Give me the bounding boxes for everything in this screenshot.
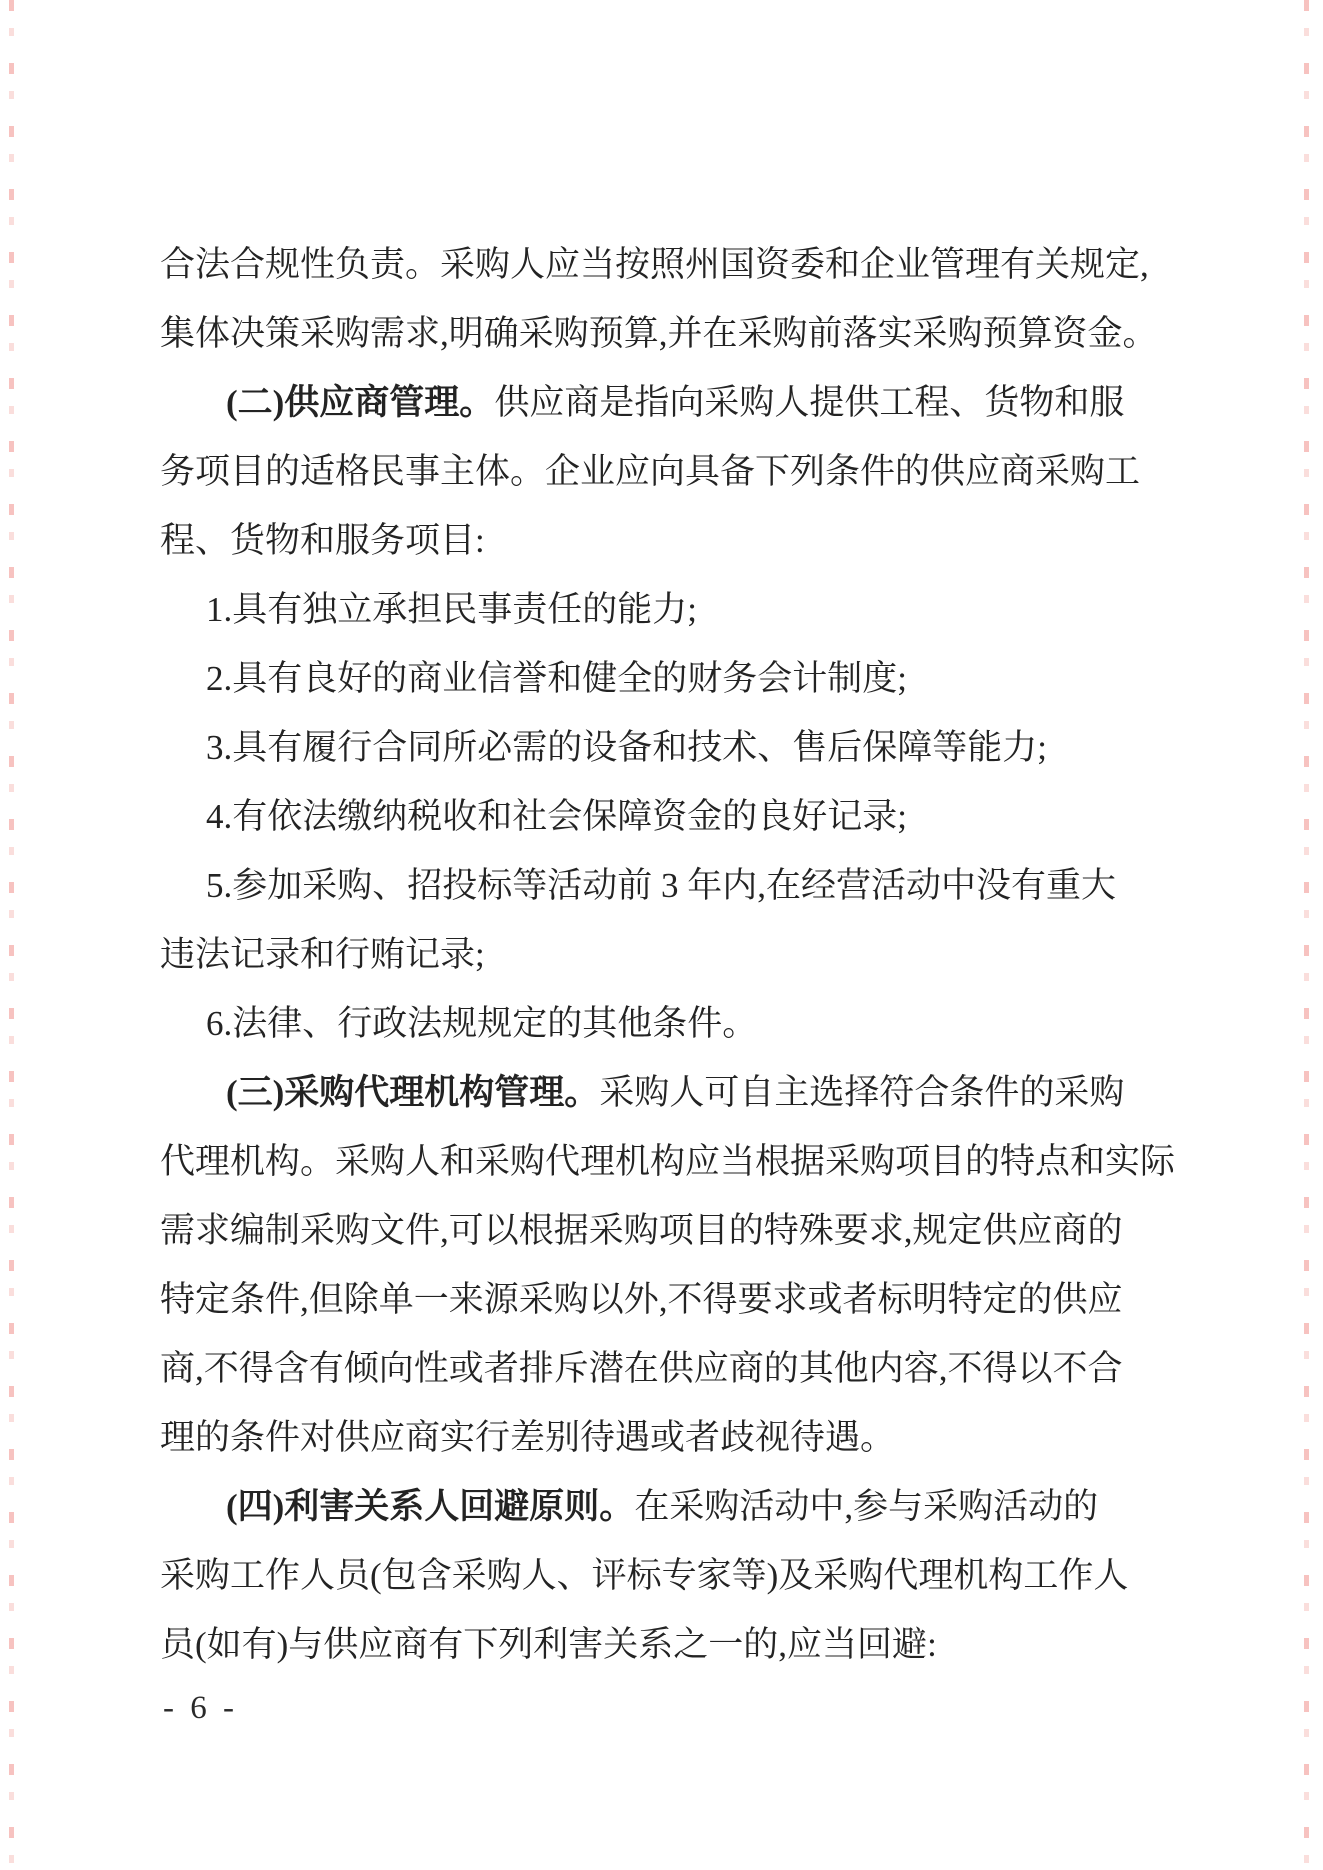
text-line: 特定条件,但除单一来源采购以外,不得要求或者标明特定的供应 [160, 1280, 1123, 1319]
body-text [160, 230, 1180, 1679]
paragraph-line [160, 1058, 1180, 1127]
line-text: 采购人可自主选择符合条件的采购 [599, 1073, 1125, 1112]
line-text: 供应商是指向采购人提供工程、货物和服 [494, 383, 1125, 422]
text-line: 程、货物和服务项目: [160, 521, 485, 560]
paragraph-line [160, 368, 1180, 437]
text-line: 代理机构。采购人和采购代理机构应当根据采购项目的特点和实际 [160, 1142, 1176, 1181]
text-line: 务项目的适格民事主体。企业应向具备下列条件的供应商采购工 [160, 452, 1141, 491]
list-item-line: 1.具有独立承担民事责任的能力; [206, 590, 697, 629]
list-item-line: 6.法律、行政法规规定的其他条件。 [206, 1004, 758, 1043]
paragraph-heading: (三)采购代理机构管理。 [226, 1073, 600, 1112]
text-line: 合法合规性负责。采购人应当按照州国资委和企业管理有关规定, [160, 245, 1149, 284]
paragraph-heading: (四)利害关系人回避原则。 [226, 1487, 635, 1526]
scan-artifact-left [9, 0, 14, 1870]
text-line: 员(如有)与供应商有下列利害关系之一的,应当回避: [160, 1625, 937, 1664]
paragraph-heading: (二)供应商管理。 [226, 383, 495, 422]
text-line: 违法记录和行贿记录; [160, 935, 485, 974]
paragraph-line [160, 1472, 1180, 1541]
list-item-line: 5.参加采购、招投标等活动前 3 年内,在经营活动中没有重大 [206, 866, 1117, 905]
text-line: 理的条件对供应商实行差别待遇或者歧视待遇。 [160, 1418, 896, 1457]
scan-artifact-right [1304, 0, 1309, 1870]
list-item-line: 2.具有良好的商业信誉和健全的财务会计制度; [206, 659, 907, 698]
line-text: 在采购活动中,参与采购活动的 [634, 1487, 1099, 1526]
list-item-line: 4.有依法缴纳税收和社会保障资金的良好记录; [206, 797, 907, 836]
text-line: 需求编制采购文件,可以根据采购项目的特殊要求,规定供应商的 [160, 1211, 1123, 1250]
text-line: 采购工作人员(包含采购人、评标专家等)及采购代理机构工作人 [160, 1556, 1129, 1595]
page-number: - 6 - [163, 1690, 238, 1726]
list-item-line: 3.具有履行合同所必需的设备和技术、售后保障等能力; [206, 728, 1047, 767]
text-line: 商,不得含有倾向性或者排斥潜在供应商的其他内容,不得以不合 [160, 1349, 1123, 1388]
text-line: 集体决策采购需求,明确采购预算,并在采购前落实采购预算资金。 [160, 314, 1158, 353]
